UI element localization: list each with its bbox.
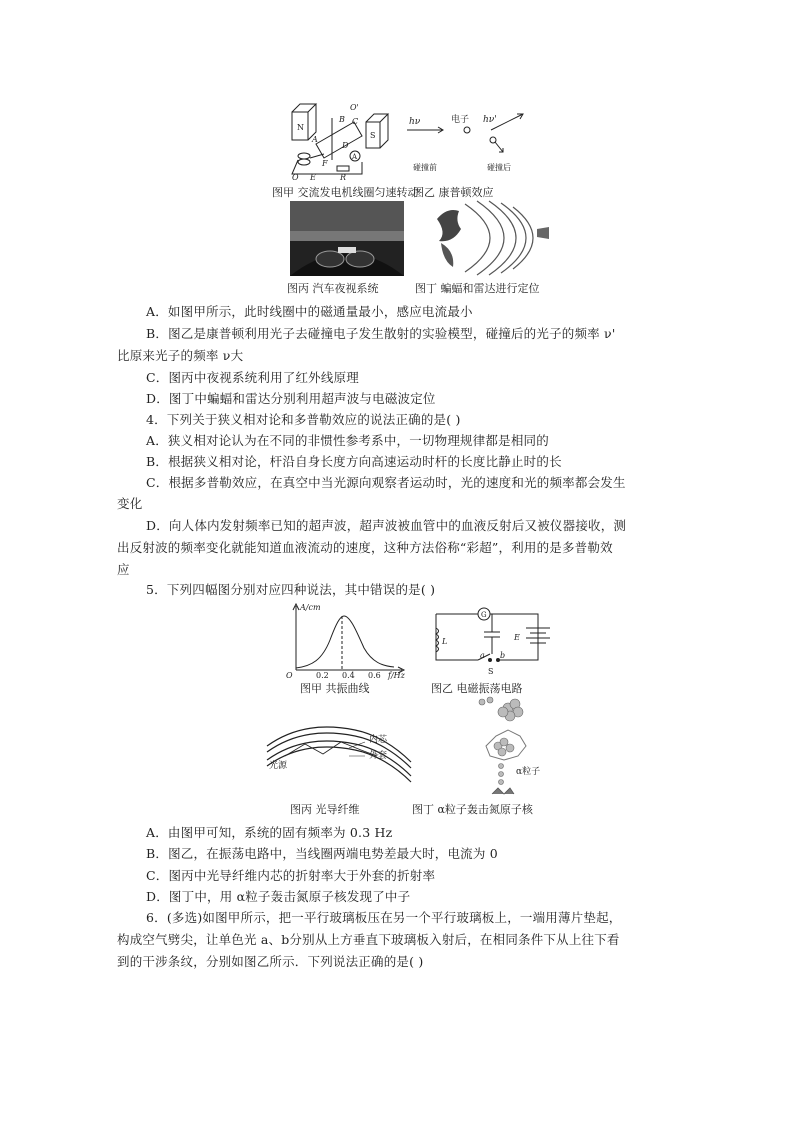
- night-vision-photo: [290, 201, 404, 276]
- tick-label: 0.6: [368, 671, 381, 680]
- light-source-label: 光源: [269, 761, 288, 771]
- a-label: a: [480, 651, 485, 660]
- q5-option-a: A．由图甲可知，系统的固有频率为 0.3 Hz: [146, 825, 393, 840]
- q3-option-a: A．如图甲所示，此时线圈中的磁通量最小，感应电流最小: [146, 304, 473, 319]
- before-label: 碰撞前: [413, 163, 437, 172]
- compton-diagram: [405, 112, 535, 177]
- b-label: b: [500, 651, 506, 660]
- q4-option-c-cont: 变化: [117, 496, 143, 511]
- tick-label: 0.4: [342, 671, 355, 680]
- q4-option-d-cont1: 出反射波的频率变化就能知道血液流动的速度，这种方法俗称“彩超”，利用的是多普勒效: [117, 540, 613, 555]
- r-label: R: [340, 173, 347, 180]
- n-label: N: [297, 123, 304, 132]
- q5-fig-jia-caption: 图甲 共振曲线: [300, 682, 370, 695]
- b-label: B: [339, 115, 345, 124]
- origin-label: O: [286, 671, 293, 680]
- q5-fig-bing-caption: 图丙 光导纤维: [290, 803, 360, 816]
- q3-option-b-cont: 比原来光子的频率 ν大: [117, 348, 244, 363]
- resonance-curve: [282, 600, 412, 682]
- q5-fig-ding-caption: 图丁 α粒子轰击氮原子核: [412, 803, 533, 816]
- cladding-label: 外套: [369, 751, 388, 761]
- fig-yi-caption: 图乙 康普顿效应: [413, 186, 494, 199]
- e-label: E: [310, 173, 316, 180]
- s-label: S: [370, 131, 376, 140]
- q4-option-d: D．向人体内发射频率已知的超声波，超声波被血管中的血液反射后又被仪器接收，测: [146, 518, 627, 533]
- q6-stem-line3: 到的干涉条纹，分别如图乙所示．下列说法正确的是( ): [117, 954, 424, 969]
- electron-label: 电子: [451, 115, 470, 125]
- q5-stem: 5．下列四幅图分别对应四种说法，其中错误的是( ): [146, 582, 436, 597]
- q5-option-c: C．图丙中光导纤维内芯的折射率大于外套的折射率: [146, 868, 436, 883]
- fig-ding-caption: 图丁 蝙蝠和雷达进行定位: [415, 282, 540, 295]
- hv-prime-label: hν': [483, 115, 497, 125]
- o-label: O: [292, 173, 299, 180]
- q3-option-c: C．图丙中夜视系统利用了红外线原理: [146, 370, 359, 385]
- optical-fiber: [265, 712, 415, 792]
- core-label: 内芯: [369, 735, 388, 745]
- q4-option-c: C．根据多普勒效应，在真空中当光源向观察者运动时，光的速度和光的频率都会发生: [146, 475, 626, 490]
- y-axis-label: A/cm: [300, 603, 321, 612]
- q3-option-d: D．图丁中蝙蝠和雷达分别利用超声波与电磁波定位: [146, 391, 436, 406]
- switch-label: S: [488, 667, 494, 676]
- after-label: 碰撞后: [487, 163, 511, 172]
- q5-option-d: D．图丁中，用 α粒子轰击氮原子核发现了中子: [146, 889, 411, 904]
- f-label: F: [322, 159, 328, 168]
- q4-option-b: B．根据狭义相对论，杆沿自身长度方向高速运动时杆的长度比静止时的长: [146, 454, 562, 469]
- fig-jia-caption: 图甲 交流发电机线圈匀速转动: [272, 186, 419, 199]
- alpha-bombardment: [468, 694, 548, 798]
- q4-option-d-cont2: 应: [117, 562, 130, 577]
- q3-option-b: B．图乙是康普顿利用光子去碰撞电子发生散射的实验模型，碰撞后的光子的频率 ν': [146, 326, 616, 341]
- q4-option-a: A．狭义相对论认为在不同的非惯性参考系中，一切物理规律都是相同的: [146, 433, 549, 448]
- generator-diagram: [282, 100, 397, 180]
- ammeter-label: A: [352, 153, 358, 161]
- hv-label: hν: [409, 117, 421, 127]
- x-axis-label: f/Hz: [388, 671, 405, 680]
- inductor-label: L: [442, 637, 448, 646]
- q4-stem: 4．下列关于狭义相对论和多普勒效应的说法正确的是( ): [146, 412, 461, 427]
- emf-label: E: [514, 633, 520, 642]
- galvanometer-label: G: [481, 611, 487, 619]
- q5-fig-yi-caption: 图乙 电磁振荡电路: [431, 682, 523, 695]
- q6-stem-line2: 构成空气劈尖，让单色光 a、b分别从上方垂直下玻璃板入射后，在相同条件下从上往下看: [117, 932, 620, 947]
- tick-label: 0.2: [316, 671, 329, 680]
- alpha-particle-label: α粒子: [516, 767, 541, 777]
- q6-stem-line1: 6．(多选)如图甲所示，把一平行玻璃板压在另一个平行玻璃板上，一端用薄片垫起，: [146, 910, 622, 925]
- c-label: C: [352, 117, 359, 126]
- fig-bing-caption: 图丙 汽车夜视系统: [287, 282, 379, 295]
- o-prime-label: O': [350, 103, 359, 112]
- bat-radar-image: [425, 199, 555, 277]
- d-label: D: [342, 141, 349, 150]
- q5-option-b: B．图乙，在振荡电路中，当线圈两端电势差最大时，电流为 0: [146, 846, 498, 861]
- lc-circuit: [428, 604, 558, 678]
- a-label: A: [312, 135, 318, 144]
